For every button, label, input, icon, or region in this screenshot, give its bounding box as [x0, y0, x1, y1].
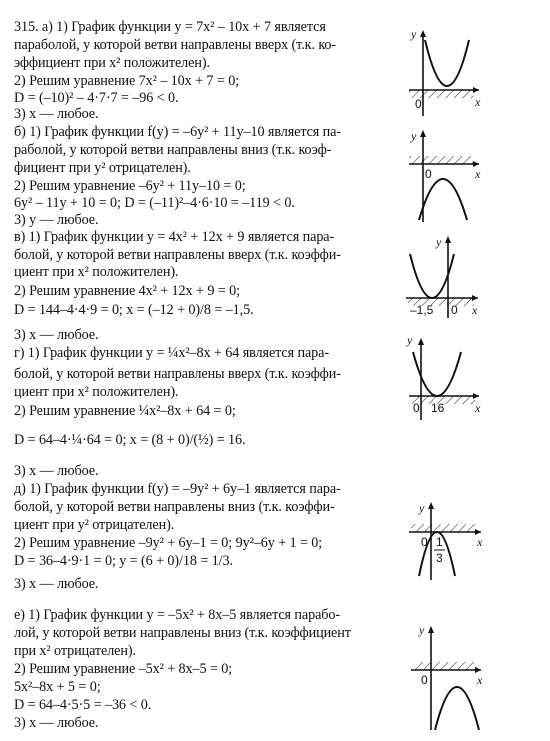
hatched-region: [409, 156, 473, 164]
x-label: x: [475, 401, 481, 415]
text-line: при x² отрицателен).: [14, 643, 136, 659]
root-numerator: 1: [436, 535, 443, 549]
text-line: циент при y² отрицателен).: [14, 517, 175, 533]
text-line: фициент при y² отрицателен).: [14, 160, 191, 176]
vertex-label: 16: [431, 401, 445, 415]
text-line: г) 1) График функции y = ¼x²–8x + 64 является пара-: [14, 345, 329, 361]
y-arrow-icon: [420, 130, 426, 137]
text-line: 2) Решим уравнение 7x² – 10x + 7 = 0;: [14, 73, 240, 89]
vertex-label: –1,5: [410, 303, 434, 317]
x-label: x: [475, 167, 481, 181]
text-line: 5x²–8x + 5 = 0;: [14, 679, 101, 695]
text-line: D = 64–4·5·5 = –36 < 0.: [14, 697, 152, 713]
text-line: параболой, у которой ветви направлены вверх (т.к. ко-: [14, 37, 337, 53]
origin-label: 0: [425, 167, 432, 181]
text-line: лой, у которой ветви направлены вниз (т.к. коэффициент: [14, 625, 351, 641]
y-arrow-icon: [428, 502, 434, 509]
origin-label: 0: [421, 673, 428, 687]
origin-label: 0: [415, 97, 422, 111]
text-line: д) 1) График функции f(y) = –9y² + 6y–1 является пара-: [14, 481, 341, 497]
text-line: е) 1) График функции y = –5x² + 8x–5 является парабо-: [14, 607, 341, 623]
graph-e: [405, 620, 487, 730]
origin-label: 0: [451, 303, 458, 317]
origin-label: 0: [421, 535, 428, 549]
text-line: D = 64–4·¼·64 = 0; x = (8 + 0)/(½) = 16.: [14, 432, 246, 448]
text-line: D = 144–4·4·9 = 0; x = (–12 + 0)/8 = –1,5.: [14, 302, 254, 318]
x-arrow-icon: [472, 295, 478, 301]
text-line: 3) x — любое.: [14, 106, 99, 122]
text-line: 2) Решим уравнение –5x² + 8x–5 = 0;: [14, 661, 233, 677]
y-arrow-icon: [418, 338, 424, 345]
y-arrow-icon: [445, 236, 451, 243]
x-label: x: [472, 303, 478, 317]
text-line: 2) Решим уравнение –6y² + 11y–10 = 0;: [14, 178, 246, 194]
text-line: циент при x² положителен).: [14, 264, 179, 280]
x-label: x: [475, 95, 481, 109]
text-line: болой, у которой ветви направлены вверх (т.к. коэффи-: [14, 366, 341, 382]
graph-g: [405, 334, 485, 422]
text-line: болой, у которой ветви направлены вверх (т.к. коэффи-: [14, 247, 341, 263]
text-line: 3) x — любое.: [14, 463, 99, 479]
text-line: болой, у которой ветви направлены вниз (т.к. коэффи-: [14, 499, 335, 515]
text-line: 2) Решим уравнение –9y² + 6y–1 = 0; 9y²–6y + 1 = 0;: [14, 535, 323, 551]
text-line: раболой, у которой ветви направлены вниз (т.к. коэф-: [14, 142, 332, 158]
x-arrow-icon: [473, 87, 479, 93]
text-line: 3) x — любое.: [14, 715, 99, 731]
text-line: D = (–10)² – 4·7·7 = –96 < 0.: [14, 90, 179, 106]
y-label: y: [419, 501, 425, 515]
y-arrow-icon: [428, 626, 434, 633]
x-label: x: [477, 673, 483, 687]
text-line: 315. а) 1) График функции y = 7x² – 10x + 7 является: [14, 19, 326, 35]
text-line: 2) Решим уравнение ¼x²–8x + 64 = 0;: [14, 403, 236, 419]
text-line: 3) x — любое.: [14, 327, 99, 343]
text-line: б) 1) График функции f(y) = –6y² + 11y–10 является па-: [14, 124, 341, 140]
text-line: 3) y — любое.: [14, 212, 99, 228]
graph-a: [405, 28, 485, 118]
origin-label: 0: [413, 401, 420, 415]
y-label: y: [411, 28, 417, 41]
y-label: y: [411, 129, 417, 143]
parabola-curve: [419, 179, 467, 220]
text-line: эффициент при x² положителен).: [14, 55, 210, 71]
x-label: x: [477, 535, 483, 549]
y-label: y: [436, 235, 442, 249]
parabola-curve: [435, 687, 479, 730]
parabola-curve: [425, 40, 469, 86]
hatched-region: [411, 524, 477, 532]
graph-d: [405, 500, 487, 580]
hatched-region: [415, 662, 477, 670]
graph-v: [402, 232, 482, 320]
y-arrow-icon: [420, 30, 426, 37]
y-label: y: [419, 623, 425, 637]
text-line: 3) x — любое.: [14, 576, 99, 592]
text-line: циент при x² положителен).: [14, 384, 179, 400]
text-line: в) 1) График функции y = 4x² + 12x + 9 является пара-: [14, 229, 335, 245]
graph-b: [405, 128, 485, 223]
text-line: 2) Решим уравнение 4x² + 12x + 9 = 0;: [14, 283, 240, 299]
text-line: D = 36–4·9·1 = 0; y = (6 + 0)/18 = 1/3.: [14, 553, 233, 569]
text-line: 6y² – 11y + 10 = 0; D = (–11)²–4·6·10 = –119 < 0.: [14, 195, 295, 211]
x-arrow-icon: [473, 393, 479, 399]
root-denominator: 3: [436, 551, 443, 565]
y-label: y: [407, 334, 413, 347]
